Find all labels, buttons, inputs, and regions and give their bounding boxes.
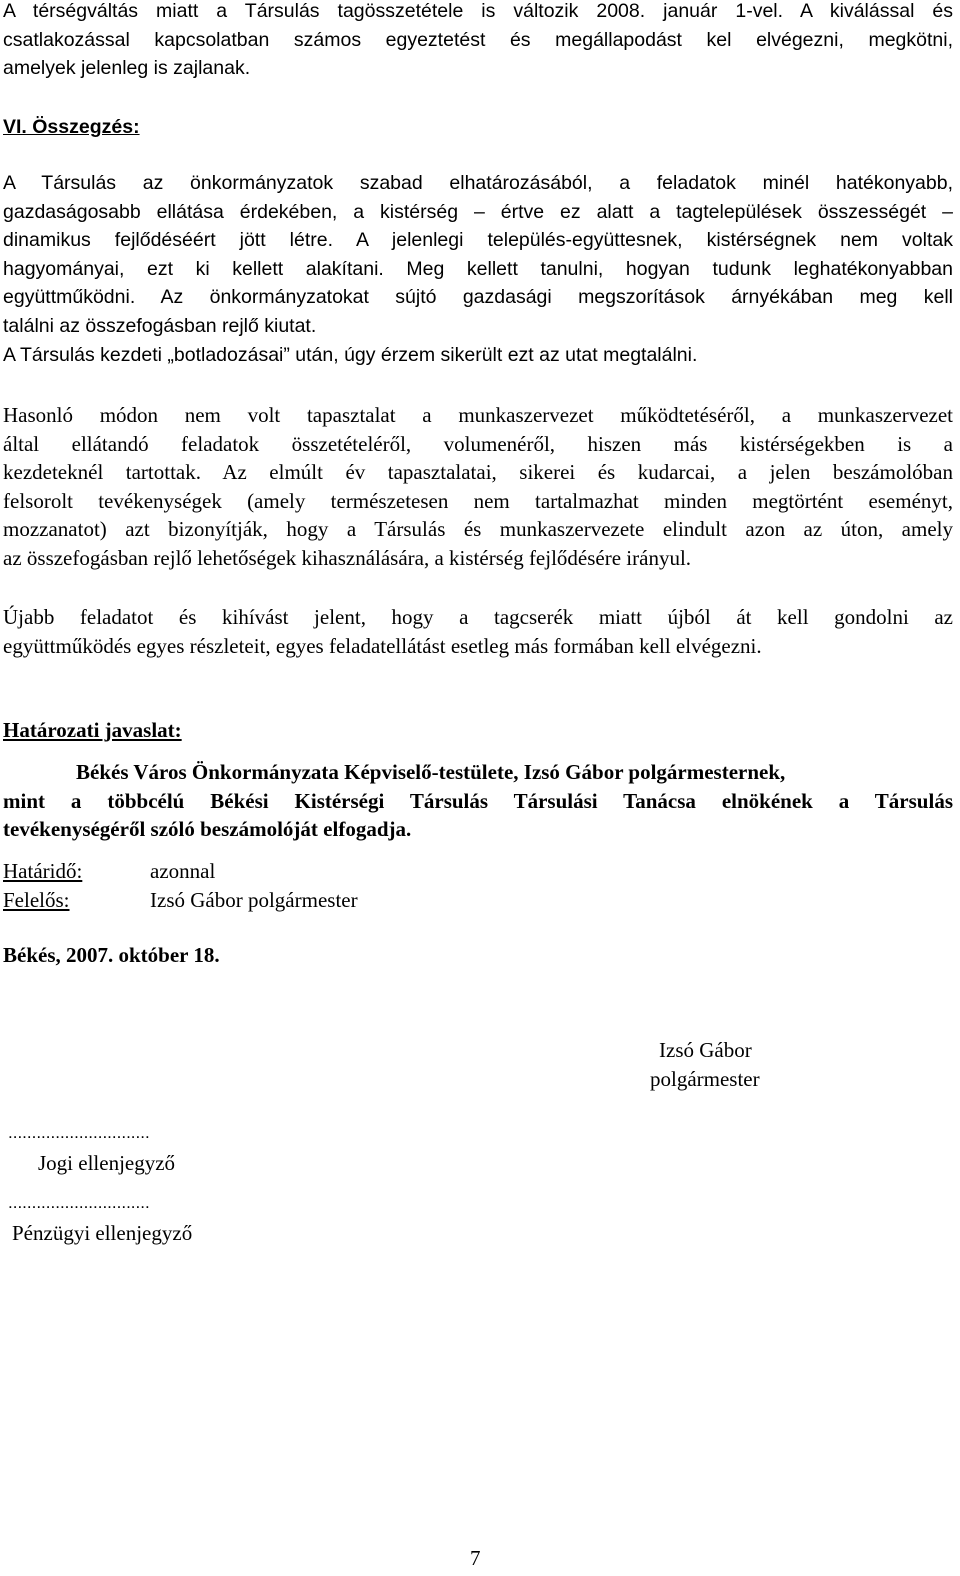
- legal-signature-line: ..............................: [8, 1123, 150, 1142]
- resolution-text: [3, 758, 953, 844]
- paragraph-line: mozzanatot) azt bizonyítják, hogy a Társulás és munkaszervezete elindult azon az úton, amely: [3, 517, 953, 542]
- financial-signature-line: ..............................: [8, 1193, 150, 1212]
- summary-line: hagyományai, ezt ki kellett alakítani. Meg kellett tanulni, hogyan tudunk leghatékonyabban: [3, 257, 953, 280]
- signature-name: Izsó Gábor: [659, 1038, 752, 1062]
- experience-paragraph: [3, 401, 953, 573]
- signature-title: polgármester: [650, 1067, 760, 1091]
- responsible-value: Izsó Gábor polgármester: [150, 888, 358, 912]
- resolution-line: mint a többcélú Békési Kistérségi Társulás Társulási Tanácsa elnökének a Társulás: [3, 788, 953, 813]
- resolution-line: Békés Város Önkormányzata Képviselő-testülete, Izsó Gábor polgármesternek,: [76, 760, 786, 784]
- summary-line: dinamikus fejlődéséért jött létre. A jelenlegi település-együttesnek, kistérségnek nem voltak: [3, 229, 953, 252]
- challenge-paragraph: [3, 603, 953, 660]
- section-heading: VI. Összegzés:: [3, 116, 140, 138]
- intro-line: A térségváltás miatt a Társulás tagösszetétele is változik 2008. január 1-vel. A kiválással és: [3, 0, 953, 22]
- financial-countersign-label: Pénzügyi ellenjegyző: [12, 1221, 193, 1245]
- paragraph-line: Újabb feladatot és kihívást jelent, hogy a tagcserék miatt újból át kell gondolni az: [3, 605, 953, 629]
- summary-line: találni az összefogásban rejlő kiutat.: [3, 314, 317, 337]
- legal-countersign-label: Jogi ellenjegyző: [38, 1151, 176, 1175]
- summary-line: gazdaságosabb ellátása érdekében, a kistérség – értve ez alatt a tagtelepülések összességét –: [3, 200, 953, 223]
- intro-paragraph: [3, 0, 953, 83]
- responsible-label: Felelős:: [3, 888, 70, 912]
- paragraph-line: Hasonló módon nem volt tapasztalat a munkaszervezet működtetéséről, a munkaszervezet: [3, 403, 953, 427]
- summary-line: együttműködni. Az önkormányzatokat sújtó gazdasági megszorítások árnyékában meg kell: [3, 286, 953, 309]
- resolution-line: tevékenységéről szóló beszámolóját elfogadja.: [3, 817, 412, 842]
- paragraph-line: felsorolt tevékenységek (amely természetesen nem tartalmazhat minden megtörtént eseményt,: [3, 488, 953, 513]
- paragraph-line: együttműködés egyes részleteit, egyes feladatellátást esetleg más formában kell elvégezni.: [3, 633, 762, 658]
- paragraph-line: által ellátandó feladatok összetételéről, volumenéről, hiszen más kistérségekben is a: [3, 431, 953, 456]
- summary-line: A Társulás kezdeti „botladozásai” után, úgy érzem sikerült ezt az utat megtalálni.: [3, 343, 698, 366]
- paragraph-line: kezdeteknél tartottak. Az elmúlt év tapasztalatai, sikerei és kudarcai, a jelen beszámolóban: [3, 460, 953, 485]
- intro-line: csatlakozással kapcsolatban számos egyeztetést és megállapodást kel elvégezni, megkötni,: [3, 28, 953, 51]
- place-date: Békés, 2007. október 18.: [3, 943, 220, 967]
- summary-line: A Társulás az önkormányzatok szabad elhatározásából, a feladatok minél hatékonyabb,: [3, 172, 953, 194]
- deadline-value: azonnal: [150, 859, 216, 883]
- deadline-label: Határidő:: [3, 859, 83, 883]
- resolution-heading: Határozati javaslat:: [3, 718, 182, 742]
- summary-paragraph: [3, 169, 953, 369]
- intro-line: amelyek jelenleg is zajlanak.: [3, 57, 251, 80]
- paragraph-line: az összefogásban rejlő lehetőségek kihasználására, a kistérség fejlődésére irányul.: [3, 545, 692, 570]
- page-number: 7: [470, 1546, 481, 1570]
